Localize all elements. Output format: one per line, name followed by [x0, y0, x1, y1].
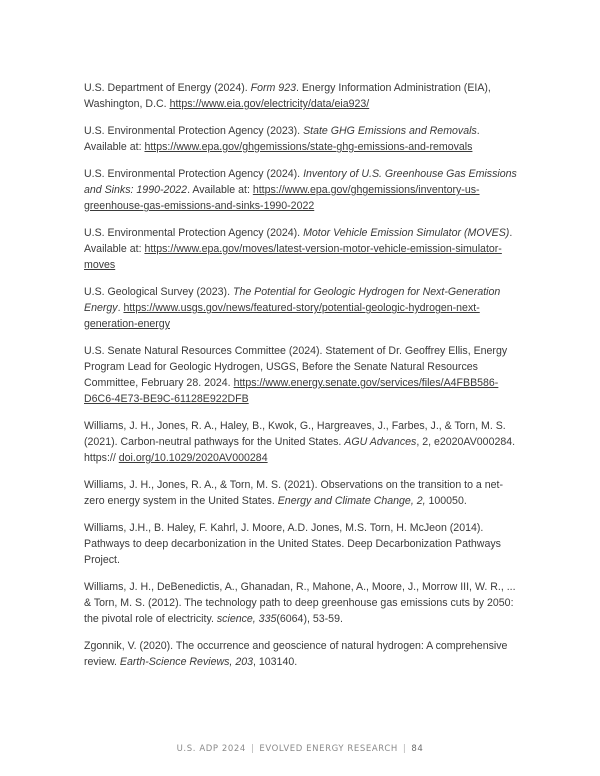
reference-entry: [84, 638, 520, 670]
reference-text: Williams, J. H., DeBenedictis, A., Ghanadan, R., Mahone, A., Moore, J., Morrow III, W. R., ... & Torn, M. S. (2012). The technology path to deep greenhouse gas emissions cuts by 2050: the pivotal role of electricity.: [84, 581, 516, 625]
reference-text: Williams, J.H., B. Haley, F. Kahrl, J. Moore, A.D. Jones, M.S. Torn, H. McJeon (2014). Pathways to deep decarbonization in the United States. Deep Decarbonization Pathways Project.: [84, 522, 501, 566]
reference-title: Energy and Climate Change, 2,: [277, 495, 426, 507]
reference-text: , 103140.: [253, 656, 298, 668]
reference-text: Williams, J. H., Jones, R. A., Haley, B., Kwok, G., Hargreaves, J., Farbes, J., & Torn, M. S. (2021). Carbon-neutral pathways for the United States.: [84, 420, 506, 448]
reference-title: State GHG Emissions and Removals: [303, 125, 477, 137]
reference-link[interactable]: https://www.epa.gov/moves/latest-version-motor-vehicle-emission-simulator-moves: [84, 243, 502, 271]
reference-link[interactable]: https://www.epa.gov/ghgemissions/state-ghg-emissions-and-removals: [144, 141, 473, 153]
reference-title: The Potential for Geologic Hydrogen for Next-Generation Energy: [84, 286, 501, 314]
reference-link[interactable]: https://www.eia.gov/electricity/data/eia923/: [169, 98, 370, 110]
reference-entry: [84, 520, 520, 568]
reference-link[interactable]: https://www.usgs.gov/news/featured-story/potential-geologic-hydrogen-next-generation-energy: [84, 302, 480, 330]
reference-title: Earth-Science Reviews, 203: [119, 656, 253, 668]
reference-list: [84, 80, 520, 681]
footer-organization: EVOLVED ENERGY RESEARCH: [259, 744, 398, 754]
reference-entry: [84, 343, 520, 407]
reference-text: 100050.: [425, 495, 467, 507]
reference-entry: [84, 284, 520, 332]
reference-text: (6064), 53-59.: [276, 613, 343, 625]
reference-entry: [84, 579, 520, 627]
reference-text: U.S. Environmental Protection Agency (2024).: [84, 168, 304, 180]
reference-entry: [84, 123, 520, 155]
reference-text: , 2, e2020AV000284. https://: [84, 436, 516, 464]
reference-text: Williams, J. H., Jones, R. A., & Torn, M. S. (2021). Observations on the transition to a net-zero energy system in the United States.: [84, 479, 504, 507]
reference-text: . Available at:: [84, 227, 513, 255]
page-footer: [0, 744, 600, 754]
footer-separator: |: [402, 744, 407, 754]
footer-separator: |: [250, 744, 255, 754]
reference-text: Zgonnik, V. (2020). The occurrence and geoscience of natural hydrogen: A comprehensive review.: [84, 640, 508, 668]
page-number: 84: [411, 744, 424, 754]
reference-title: Motor Vehicle Emission Simulator (MOVES): [303, 227, 510, 239]
reference-text: U.S. Department of Energy (2024).: [84, 82, 251, 94]
reference-title: Inventory of U.S. Greenhouse Gas Emissions and Sinks: 1990-2022: [84, 168, 517, 196]
reference-text: U.S. Environmental Protection Agency (2024).: [84, 227, 304, 239]
footer-report-title: U.S. ADP 2024: [176, 744, 246, 754]
reference-entry: [84, 225, 520, 273]
reference-entry: [84, 166, 520, 214]
reference-text: U.S. Environmental Protection Agency (2023).: [84, 125, 304, 137]
reference-entry: [84, 80, 520, 112]
reference-entry: [84, 477, 520, 509]
reference-text: U.S. Geological Survey (2023).: [84, 286, 233, 298]
reference-text: .: [117, 302, 124, 314]
reference-title: science, 335: [216, 613, 277, 625]
reference-link[interactable]: https://www.energy.senate.gov/services/files/A4FBB586-D6C6-4E73-BE9C-61128E922DFB: [84, 377, 499, 405]
reference-text: . Energy Information Administration (EIA), Washington, D.C.: [84, 82, 491, 110]
reference-entry: [84, 418, 520, 466]
reference-text: . Available at:: [84, 125, 480, 153]
reference-text: . Available at:: [187, 184, 253, 196]
reference-text: U.S. Senate Natural Resources Committee (2024). Statement of Dr. Geoffrey Ellis, Energy Program Lead for Geologic Hydrogen, USGS, Before the Senate Natural Resources Committee, February 28. 2024.: [84, 345, 508, 389]
reference-title: AGU Advances: [344, 436, 417, 448]
reference-link[interactable]: https://www.epa.gov/ghgemissions/inventory-us-greenhouse-gas-emissions-and-sinks-1990-2022: [84, 184, 480, 212]
reference-link[interactable]: doi.org/10.1029/2020AV000284: [118, 452, 268, 464]
reference-title: Form 923: [250, 82, 296, 94]
